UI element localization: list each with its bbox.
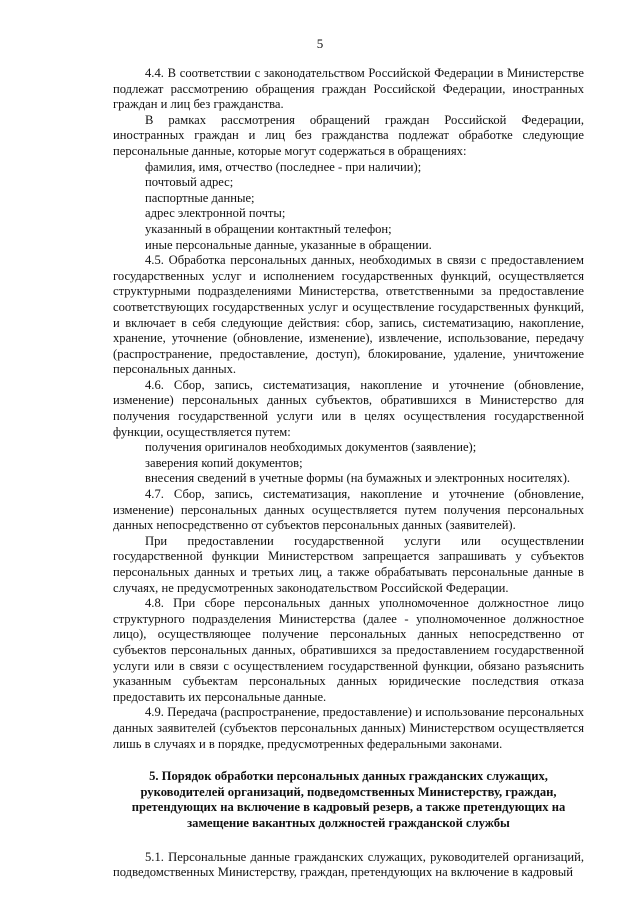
paragraph: В рамках рассмотрения обращений граждан Российской Федерации, иностранных граждан и лиц без гражданства подлежат обработке следующие персональные данные, которые могут содержаться в обращениях: (113, 112, 584, 158)
document-body (113, 66, 584, 881)
list-item: получения оригиналов необходимых документов (заявление); (145, 440, 477, 455)
list-item: заверения копий документов; (145, 455, 303, 470)
paragraph: 4.8. При сборе персональных данных уполномоченное должностное лицо структурного подразделения Министерства (далее - уполномоченное должностное лицо), осуществляющее получение персональных данных непосредственно от субъектов персональных данных, обратившихся за предоставлением государственной услуги или в связи с осуществлением государственной функции, обязано разъяснить указанным субъектам персональных данных юридические последствия отказа предоставить их персональные данные. (113, 596, 584, 704)
paragraph: 4.5. Обработка персональных данных, необходимых в связи с предоставлением государственных услуг и исполнением государственных функций, осуществляется структурными подразделениями Министерства, ответственными за предоставление соответствующих государственных услуг и осуществление государственных функций, и включает в себя следующие действия: сбор, запись, систематизацию, накопление, хранение, уточнение (обновление, изменение), извлечение, использование, передачу (распространение, предоставление, доступ), блокирование, удаление, уничтожение персональных данных. (113, 253, 584, 377)
page-number: 5 (316, 36, 324, 51)
paragraph: 4.6. Сбор, запись, систематизация, накопление и уточнение (обновление, изменение) персональных данных субъектов, обратившихся в Министерство для получения государственной услуги или в целях осуществления государственной функции, осуществляется путем: (113, 377, 584, 439)
list-item: почтовый адрес; (145, 175, 234, 190)
list-item: внесения сведений в учетные формы (на бумажных и электронных носителях). (145, 471, 571, 486)
paragraph: 4.9. Передача (распространение, предоставление) и использование персональных данных заявителей (субъектов персональных данных) Министерством осуществляется лишь в случаях и в порядке, предусмотренных федеральными законами. (113, 705, 584, 751)
list-item: фамилия, имя, отчество (последнее - при наличии); (145, 159, 422, 174)
list-item: иные персональные данные, указанные в обращении. (145, 237, 432, 252)
list-item: адрес электронной почты; (145, 206, 286, 221)
paragraph: 4.7. Сбор, запись, систематизация, накопление и уточнение (обновление, изменение) персональных данных осуществляется путем получения персональных данных непосредственно от субъектов персональных данных (заявителей). (113, 487, 584, 533)
list-item: указанный в обращении контактный телефон; (145, 221, 392, 236)
paragraph: При предоставлении государственной услуги или осуществлении государственной функции Министерством запрещается запрашивать у субъектов персональных данных и третьих лиц, а также обрабатывать персональные данные в случаях, не предусмотренных законодательством Российской Федерации. (113, 533, 584, 595)
paragraph: 4.4. В соответствии с законодательством Российской Федерации в Министерстве подлежат рассмотрению обращения граждан Российской Федерации, иностранных граждан и лиц без гражданства. (113, 66, 584, 112)
list-item: паспортные данные; (145, 190, 255, 205)
section-heading: 5. Порядок обработки персональных данных гражданских служащих, руководителей организаций, подведомственных Министерству, граждан, претендующих на включение в кадровый резерв, а также претендующих на замещение вакантных должностей гражданской службы (131, 769, 566, 830)
paragraph: 5.1. Персональные данные гражданских служащих, руководителей организаций, подведомственных Министерству, граждан, претендующих на включение в кадровый (113, 849, 584, 880)
